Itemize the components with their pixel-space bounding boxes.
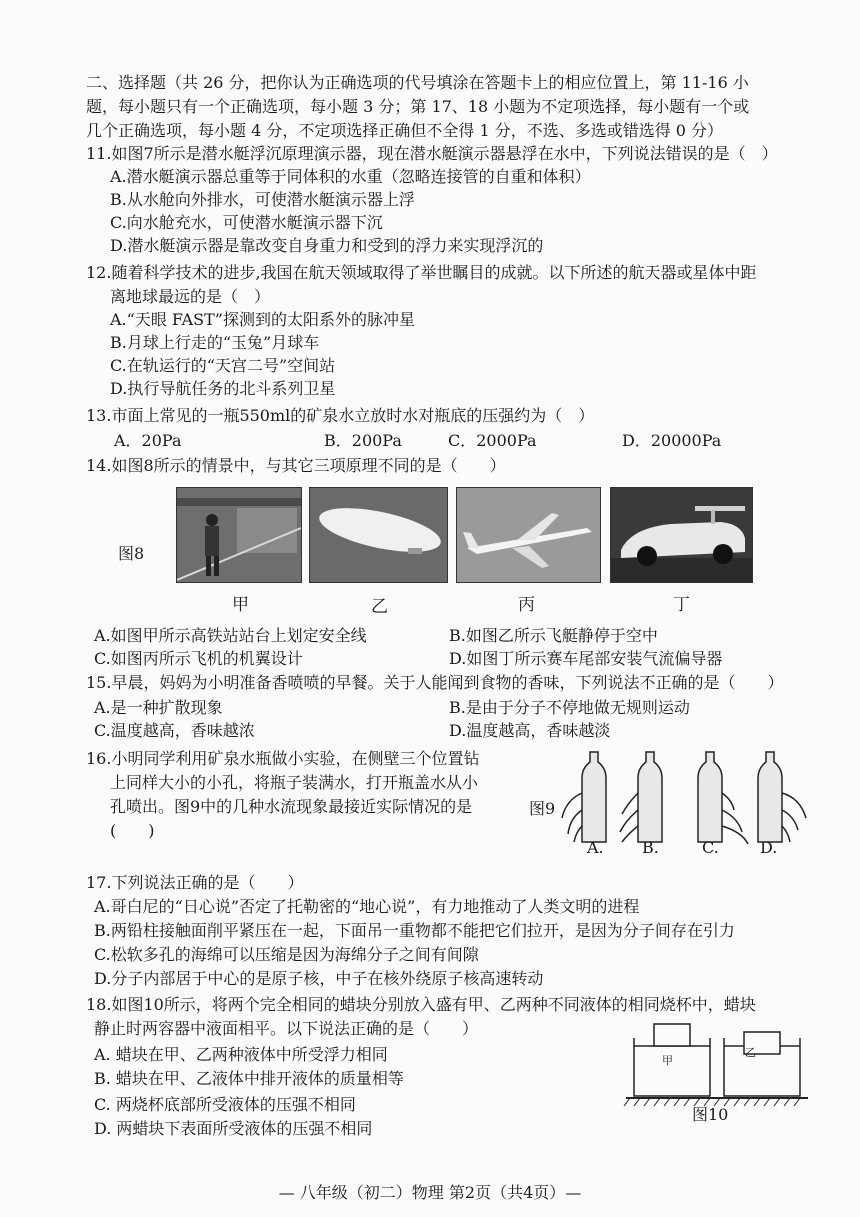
q13-option-b: B．200Pa [324, 431, 402, 450]
q11-option-d: D.潜水艇演示器是靠改变自身重力和受到的浮力来实现浮沉的 [110, 236, 544, 255]
figure-10-beakers [620, 1018, 810, 1110]
bottle-a [562, 752, 606, 842]
q15-option-d: D.温度越高，香味越淡 [449, 721, 611, 740]
bottle-d [758, 752, 806, 842]
photo-bing-airplane [456, 487, 601, 583]
q18-option-b: B. 蜡块在甲、乙液体中排开液体的质量相等 [94, 1069, 404, 1088]
q11-option-b: B.从水舱向外排水，可使潜水艇演示器上浮 [110, 190, 415, 209]
figure-9-caption-c: C. [702, 838, 719, 857]
section-instructions-line1: 二、选择题（共 26 分，把你认为正确选项的代号填涂在答题卡上的相应位置上，第 11-16 小 [86, 73, 749, 92]
q13-option-c: C．2000Pa [448, 431, 537, 450]
q11-option-a: A.潜水艇演示器总重等于同体积的水重（忽略连接管的自重和体积） [110, 167, 591, 186]
q17-option-c: C.松软多孔的海绵可以压缩是因为海绵分子之间有间隙 [94, 945, 479, 964]
q18-stem-line1: 18.如图10所示，将两个完全相同的蜡块分别放入盛有甲、乙两种不同液体的相同烧杯中，蜡块 [86, 995, 756, 1014]
q12-option-d: D.执行导航任务的北斗系列卫星 [110, 379, 336, 398]
figure-9-label: 图9 [529, 799, 556, 818]
q16-answer-blank: ( ) [110, 821, 155, 840]
q14-stem: 14.如图8所示的情景中，与其它三项原理不同的是（ ） [86, 456, 506, 475]
bottle-b [620, 752, 662, 842]
q18-option-a: A. 蜡块在甲、乙两种液体中所受浮力相同 [94, 1045, 388, 1064]
q16-stem-line2: 上同样大小的小孔，将瓶子装满水，打开瓶盖水从小 [110, 773, 479, 792]
q15-option-c: C.温度越高，香味越浓 [94, 721, 255, 740]
q14-option-a: A.如图甲所示高铁站站台上划定安全线 [94, 626, 367, 645]
photo-ding-race-car [610, 487, 753, 583]
q14-option-b: B.如图乙所示飞艇静停于空中 [449, 626, 658, 645]
figure-8-caption-yi: 乙 [371, 597, 388, 617]
page-footer: — 八年级（初二）物理 第2页（共4页）— [278, 1183, 582, 1202]
figure-8-caption-ding: 丁 [673, 595, 690, 615]
beaker-yi-label: 乙 [745, 1046, 756, 1059]
q17-stem: 17.下列说法正确的是（ ） [86, 873, 304, 892]
q17-option-a: A.哥白尼的“日心说”否定了托勒密的“地心说”，有力地推动了人类文明的进程 [94, 897, 640, 916]
q17-option-b: B.两铅柱接触面削平紧压在一起，下面吊一重物都不能把它们拉开，是因为分子间存在引力 [94, 921, 735, 940]
q18-stem-line2: 静止时两容器中液面相平。以下说法正确的是（ ） [94, 1019, 479, 1038]
q12-stem-line1: 12.随着科学技术的进步,我国在航天领域取得了举世瞩目的成就。以下所述的航天器或星体中距 [86, 263, 757, 282]
beaker-jia-label: 甲 [662, 1054, 673, 1067]
figure-9-caption-d: D. [760, 838, 778, 857]
q15-option-b: B.是由于分子不停地做无规则运动 [449, 698, 690, 717]
bottle-c [698, 752, 748, 844]
q15-stem: 15.早晨，妈妈为小明准备香喷喷的早餐。关于人能闻到食物的香味，下列说法不正确的是（ ） [86, 673, 784, 692]
q14-option-c: C.如图丙所示飞机的机翼设计 [94, 649, 303, 668]
q11-stem: 11.如图7所示是潜水艇浮沉原理演示器，现在潜水艇演示器悬浮在水中，下列说法错误的是（ ） [86, 144, 778, 163]
q16-stem-line1: 16.小明同学利用矿泉水瓶做小实验，在侧壁三个位置钻 [86, 749, 480, 768]
figure-9-caption-a: A. [587, 838, 604, 857]
q18-option-c: C. 两烧杯底部所受液体的压强不相同 [94, 1095, 356, 1114]
figure-9-caption-b: B. [642, 838, 659, 857]
q12-option-b: B.月球上行走的“玉兔”月球车 [110, 333, 320, 352]
figure-9-bottles [560, 748, 810, 848]
figure-8-caption-bing: 丙 [518, 595, 535, 615]
q16-stem-line3: 孔喷出。图9中的几种水流现象最接近实际情况的是 [110, 797, 473, 816]
q12-option-a: A.“天眼 FAST”探测到的太阳系外的脉冲星 [110, 310, 415, 329]
figure-10-label: 图10 [692, 1105, 729, 1124]
q12-stem-line2: 离地球最远的是（ ） [110, 287, 271, 306]
section-instructions-line2: 题，每小题只有一个正确选项，每小题 3 分；第 17、18 小题为不定项选择，每小题有一个或 [86, 97, 750, 116]
q18-option-d: D. 两蜡块下表面所受液体的压强不相同 [94, 1119, 373, 1138]
photo-yi-airship [309, 487, 448, 583]
q13-option-d: D．20000Pa [622, 431, 722, 450]
q11-option-c: C.向水舱充水，可使潜水艇演示器下沉 [110, 213, 383, 232]
q14-option-d: D.如图丁所示赛车尾部安装气流偏导器 [449, 649, 723, 668]
q12-option-c: C.在轨运行的“天宫二号”空间站 [110, 356, 336, 375]
figure-8-label: 图8 [118, 544, 145, 563]
section-instructions-line3: 几个正确选项，每小题 4 分，不定项选择正确但不全得 1 分，不选、多选或错选得 0 分） [86, 121, 724, 140]
q15-option-a: A.是一种扩散现象 [94, 698, 223, 717]
figure-8-caption-jia: 甲 [232, 595, 249, 615]
photo-jia-train-platform [176, 487, 302, 583]
q17-option-d: D.分子内部居于中心的是原子核，中子在核外绕原子核高速转动 [94, 969, 544, 988]
q13-option-a: A．20Pa [114, 431, 182, 450]
q13-stem: 13.市面上常见的一瓶550ml的矿泉水立放时水对瓶底的压强约为（ ） [86, 406, 595, 425]
